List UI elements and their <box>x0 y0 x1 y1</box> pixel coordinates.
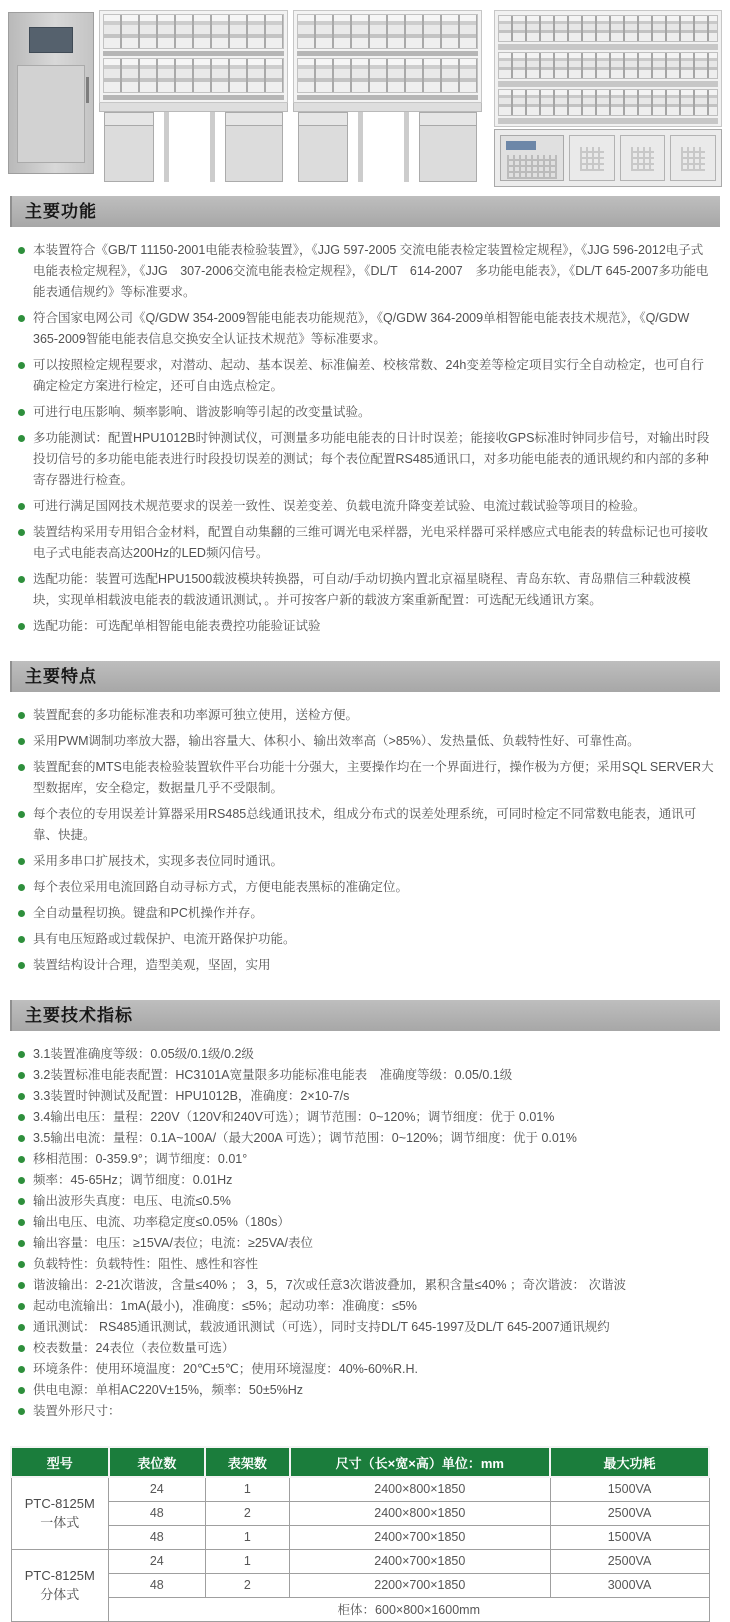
vent-grid <box>631 147 655 171</box>
bullet-icon <box>18 1387 25 1394</box>
features-list <box>16 705 714 976</box>
bullet-icon <box>18 1408 25 1415</box>
bullet-icon <box>18 362 25 369</box>
panel-buttons <box>507 155 557 179</box>
control-cabinet <box>8 12 94 174</box>
item-text: 装置外形尺寸： <box>33 1404 121 1418</box>
item-text: 选配功能：装置可选配HPU1500载波模块转换器，可自动/手动切换内置北京福星晓程、青岛东软、青岛鼎信三种载波模块，实现单相载波电能表的载波通讯测试，。并可按客户新的载波方案重新配置：可选配无线通讯方案。 <box>33 572 691 607</box>
item-text: 可以按照检定规程要求，对潜动、起动、基本误差、标准偏差、校核常数、24h变差等检定项目实行全自动检定，也可自行确定检定方案进行检定，还可自由选点检定。 <box>33 358 704 393</box>
model-name: PTC-8125M <box>24 1496 95 1512</box>
item-text: 装置结构采用专用铝合金材料，配置自动集翻的三维可调光电采样器，光电采样器可采样感应式电能表的转盘标记也可接收电子式电能表高达200Hz的LED频闪信号。 <box>33 525 709 560</box>
spec-item <box>16 1359 714 1380</box>
item-text: 符合国家电网公司《Q/GDW 354-2009智能电能表功能规范》，《Q/GDW 364-2009单相智能电能表技术规范》，《Q/GDW 365-2009智能电能表信息交换安全认证技术规范》等标准要求。 <box>33 311 690 346</box>
rack-rail <box>498 81 718 87</box>
table-row <box>11 1501 709 1525</box>
meter-rack <box>99 10 288 103</box>
item-text: 移相范围：0-359.9°；调节细度：0.01° <box>33 1152 248 1166</box>
bench-under <box>99 112 288 188</box>
feature-item <box>16 757 714 799</box>
col-header-size: 尺寸（长×宽×高）单位：mm <box>290 1447 550 1477</box>
table-cell: 2 <box>205 1573 289 1597</box>
item-text: 每个表位采用电流回路自动寻标方式，方便电能表黑标的准确定位。 <box>33 880 409 894</box>
bullet-icon <box>18 1051 25 1058</box>
meter-row <box>103 58 284 93</box>
feature-item <box>16 955 714 976</box>
spec-item <box>16 1275 714 1296</box>
bullet-icon <box>18 1366 25 1373</box>
meter-rack <box>293 10 482 103</box>
bullet-icon <box>18 247 25 254</box>
integrated-bench-photo <box>8 10 482 188</box>
spec-item <box>16 1107 714 1128</box>
item-text: 起动电流输出：1mA(最小)，准确度：≤5%；起动功率：准确度：≤5% <box>33 1299 417 1313</box>
model-cell <box>11 1477 109 1549</box>
bullet-icon <box>18 811 25 818</box>
under-cabinet <box>298 112 348 182</box>
item-text: 输出电压、电流、功率稳定度≤0.05%（180s） <box>33 1215 290 1229</box>
drawer <box>226 113 282 126</box>
meter-rack <box>494 10 722 127</box>
spec-item <box>16 1170 714 1191</box>
bullet-icon <box>18 1282 25 1289</box>
spec-item <box>16 1086 714 1107</box>
rack-rail <box>297 51 478 56</box>
item-text: 装置配套的多功能标准表和功率源可独立使用，送检方便。 <box>33 708 359 722</box>
item-text: 3.5输出电流：量程：0.1A~100A/（最大200A 可选）；调节范围：0~120%；调节细度：优于 0.01% <box>33 1131 577 1145</box>
bullet-icon <box>18 1261 25 1268</box>
table-cell: 48 <box>109 1501 206 1525</box>
function-item <box>16 616 714 637</box>
bench-under <box>293 112 482 188</box>
item-text: 负载特性：负载特性：阻性、感性和容性 <box>33 1257 259 1271</box>
function-item <box>16 355 714 397</box>
feature-item <box>16 705 714 726</box>
bullet-icon <box>18 1324 25 1331</box>
spec-item <box>16 1128 714 1149</box>
table-row <box>11 1549 709 1573</box>
table-cell: 2500VA <box>550 1501 709 1525</box>
split-bench-photo <box>494 10 722 188</box>
table-cell: 1 <box>205 1477 289 1501</box>
table-cell: 2 <box>205 1501 289 1525</box>
function-item <box>16 569 714 611</box>
bullet-icon <box>18 1198 25 1205</box>
function-item <box>16 402 714 423</box>
feature-item <box>16 804 714 846</box>
item-text: 可进行满足国网技术规范要求的误差一致性、误差变差、负载电流升降变差试验、电流过载试验等项目的检验。 <box>33 499 646 513</box>
table-cell: 1 <box>205 1525 289 1549</box>
table-cell: 2400×700×1850 <box>290 1525 550 1549</box>
vent-grid <box>681 147 705 171</box>
cabinet-handle <box>86 77 89 103</box>
section-title: 主要特点 <box>25 667 97 686</box>
bullet-icon <box>18 1135 25 1142</box>
item-text: 采用PWM调制功率放大器，输出容量大、体积小、输出效率高（>85%）、发热量低、负载特性好、可靠性高。 <box>33 734 640 748</box>
table-cell: 2400×800×1850 <box>290 1501 550 1525</box>
specs-list <box>16 1044 714 1422</box>
table-cell: 2500VA <box>550 1549 709 1573</box>
item-text: 3.4输出电压：量程：220V（120V和240V可选）；调节范围：0~120%；调节细度：优于 0.01% <box>33 1110 555 1124</box>
meter-bench <box>293 10 482 188</box>
col-header-positions: 表位数 <box>109 1447 206 1477</box>
spec-item <box>16 1212 714 1233</box>
bullet-icon <box>18 962 25 969</box>
item-text: 装置结构设计合理，造型美观，坚固，实用 <box>33 958 271 972</box>
meter-row <box>498 15 718 42</box>
meter-row <box>297 58 478 93</box>
spec-item <box>16 1254 714 1275</box>
rack-rail <box>103 51 284 56</box>
table-cell: 48 <box>109 1525 206 1549</box>
item-text: 多功能测试：配置HPU1012B时钟测试仪，可测量多功能电能表的日计时误差；能接收GPS标准时钟同步信号，对输出时段投切信号的多功能电能表进行时段投切误差的测试；每个表位配置RS485通讯口，对多功能电能表的通讯规约和内部的多种寄存器进行检查。 <box>33 431 710 487</box>
bullet-icon <box>18 1156 25 1163</box>
bench-legs <box>358 112 409 182</box>
bullet-icon <box>18 1072 25 1079</box>
vent-panel <box>620 135 666 181</box>
item-text: 每个表位的专用误差计算器采用RS485总线通讯技术，组成分布式的误差处理系统，可同时检定不同常数电能表，通讯可靠、快捷。 <box>33 807 697 842</box>
bullet-icon <box>18 712 25 719</box>
spec-item <box>16 1044 714 1065</box>
bullet-icon <box>18 1240 25 1247</box>
item-text: 环境条件：使用环境温度：20℃±5℃；使用环境湿度：40%-60%R.H. <box>33 1362 418 1376</box>
rack-rail <box>498 44 718 50</box>
cabinet-size-cell: 柜体：600×800×1600mm <box>109 1597 709 1621</box>
bullet-icon <box>18 1303 25 1310</box>
bullet-icon <box>18 315 25 322</box>
bullet-icon <box>18 1114 25 1121</box>
feature-item <box>16 851 714 872</box>
item-text: 输出容量：电压：≥15VA/表位；电流：≥25VA/表位 <box>33 1236 313 1250</box>
col-header-power: 最大功耗 <box>550 1447 709 1477</box>
bullet-icon <box>18 910 25 917</box>
section-header-specs <box>10 1000 720 1031</box>
function-item <box>16 240 714 303</box>
model-cell <box>11 1549 109 1621</box>
spec-item <box>16 1233 714 1254</box>
spec-item <box>16 1380 714 1401</box>
section-header-features <box>10 661 720 692</box>
panel-screen <box>506 141 536 150</box>
section-title: 主要功能 <box>25 202 97 221</box>
table-cell: 24 <box>109 1477 206 1501</box>
table-row <box>11 1573 709 1597</box>
section-title: 主要技术指标 <box>25 1006 133 1025</box>
table-cell: 2400×800×1850 <box>290 1477 550 1501</box>
bullet-icon <box>18 529 25 536</box>
function-item <box>16 428 714 491</box>
rack-rail <box>297 95 478 100</box>
item-text: 具有电压短路或过载保护、电流开路保护功能。 <box>33 932 296 946</box>
spec-item <box>16 1338 714 1359</box>
bullet-icon <box>18 884 25 891</box>
model-name: PTC-8125M <box>24 1568 95 1583</box>
item-text: 3.2装置标准电能表配置：HC3101A宽量限多功能标准电能表 准确度等级：0.05/0.1级 <box>33 1068 513 1082</box>
bullet-icon <box>18 1093 25 1100</box>
table-header-row <box>11 1447 709 1477</box>
table-cell: 1 <box>205 1549 289 1573</box>
spec-item <box>16 1191 714 1212</box>
bullet-icon <box>18 623 25 630</box>
vent-panel <box>569 135 615 181</box>
under-cabinet <box>225 112 283 182</box>
col-header-model: 型号 <box>11 1447 109 1477</box>
rack-rail <box>498 118 718 124</box>
item-text: 采用多串口扩展技术，实现多表位同时通讯。 <box>33 854 284 868</box>
vent-grid <box>580 147 604 171</box>
table-cell: 24 <box>109 1549 206 1573</box>
feature-item <box>16 731 714 752</box>
control-panel <box>500 135 564 181</box>
bullet-icon <box>18 764 25 771</box>
table-cell: 1500VA <box>550 1525 709 1549</box>
item-text: 装置配套的MTS电能表检验装置软件平台功能十分强大，主要操作均在一个界面进行，操作极为方便；采用SQL SERVER大型数据库，安全稳定，数据量几乎不受限制。 <box>33 760 714 795</box>
meter-row <box>103 14 284 49</box>
col-header-racks: 表架数 <box>205 1447 289 1477</box>
cabinet-door <box>17 65 85 163</box>
item-text: 频率：45-65Hz；调节细度：0.01Hz <box>33 1173 233 1187</box>
table-cell: 3000VA <box>550 1573 709 1597</box>
function-item <box>16 308 714 350</box>
function-item <box>16 496 714 517</box>
table-cell: 48 <box>109 1573 206 1597</box>
power-source-cabinet <box>494 129 722 187</box>
meter-bench <box>99 10 288 188</box>
bullet-icon <box>18 936 25 943</box>
item-text: 选配功能：可选配单相智能电能表费控功能验证试验 <box>33 619 321 633</box>
bullet-icon <box>18 738 25 745</box>
drawer <box>105 113 153 126</box>
bullet-icon <box>18 435 25 442</box>
bullet-icon <box>18 858 25 865</box>
under-cabinet <box>104 112 154 182</box>
feature-item <box>16 877 714 898</box>
vent-panel <box>670 135 716 181</box>
drawer <box>420 113 476 126</box>
bullet-icon <box>18 1219 25 1226</box>
item-text: 3.3装置时钟测试及配置：HPU1012B，准确度：2×10-7/s <box>33 1089 350 1103</box>
product-photos <box>0 0 730 196</box>
bench-top <box>293 103 482 112</box>
bullet-icon <box>18 409 25 416</box>
item-text: 供电电源：单相AC220V±15%，频率：50±5%Hz <box>33 1383 304 1397</box>
spec-item <box>16 1065 714 1086</box>
cabinet-screen <box>29 27 73 53</box>
rack-rail <box>103 95 284 100</box>
table-cell: 1500VA <box>550 1477 709 1501</box>
spec-item <box>16 1317 714 1338</box>
model-type: 分体式 <box>40 1587 80 1602</box>
bench-legs <box>164 112 215 182</box>
item-text: 可进行电压影响、频率影响、谐波影响等引起的改变量试验。 <box>33 405 371 419</box>
bullet-icon <box>18 1345 25 1352</box>
item-text: 3.1装置准确度等级：0.05级/0.1级/0.2级 <box>33 1047 254 1061</box>
table-cell: 2200×700×1850 <box>290 1573 550 1597</box>
meter-row <box>297 14 478 49</box>
spec-item <box>16 1401 714 1422</box>
model-type: 一体式 <box>40 1515 80 1531</box>
feature-item <box>16 903 714 924</box>
item-text: 本装置符合《GB/T 11150-2001电能表检验装置》，《JJG 597-2005 交流电能表检定装置检定规程》，《JJG 596-2012电子式电能表检定规程》，《JJG 307-2006交流电能表检定规程》，《DL/T 614-2007 多功能电能表》，《DL/T 645-2007多功能电能表通信规约》等标准要求。 <box>33 243 709 299</box>
spec-item <box>16 1149 714 1170</box>
under-cabinet <box>419 112 477 182</box>
bench-top <box>99 103 288 112</box>
section-header-functions <box>10 196 720 227</box>
bullet-icon <box>18 503 25 510</box>
item-text: 谐波输出：2-21次谐波，含量≤40% ； 3，5，7次或任意3次谐波叠加，累积含量≤40% ；奇次谐波： 次谐波 <box>33 1278 626 1292</box>
bullet-icon <box>18 576 25 583</box>
table-cell: 2400×700×1850 <box>290 1549 550 1573</box>
table-row <box>11 1477 709 1501</box>
item-text: 通讯测试： RS485通讯测试，载波通讯测试（可选），同时支持DL/T 645-1997及DL/T 645-2007通讯规约 <box>33 1320 610 1334</box>
table-row <box>11 1597 709 1621</box>
feature-item <box>16 929 714 950</box>
meter-row <box>498 89 718 116</box>
spec-item <box>16 1296 714 1317</box>
table-row <box>11 1525 709 1549</box>
functions-list <box>16 240 714 637</box>
bullet-icon <box>18 1177 25 1184</box>
drawer <box>299 113 347 126</box>
meter-row <box>498 52 718 79</box>
item-text: 输出波形失真度：电压、电流≤0.5% <box>33 1194 231 1208</box>
item-text: 校表数量：24表位（表位数量可选） <box>33 1341 235 1355</box>
item-text: 全自动量程切换。键盘和PC机操作并存。 <box>33 906 263 920</box>
function-item <box>16 522 714 564</box>
dimensions-table <box>10 1446 710 1622</box>
